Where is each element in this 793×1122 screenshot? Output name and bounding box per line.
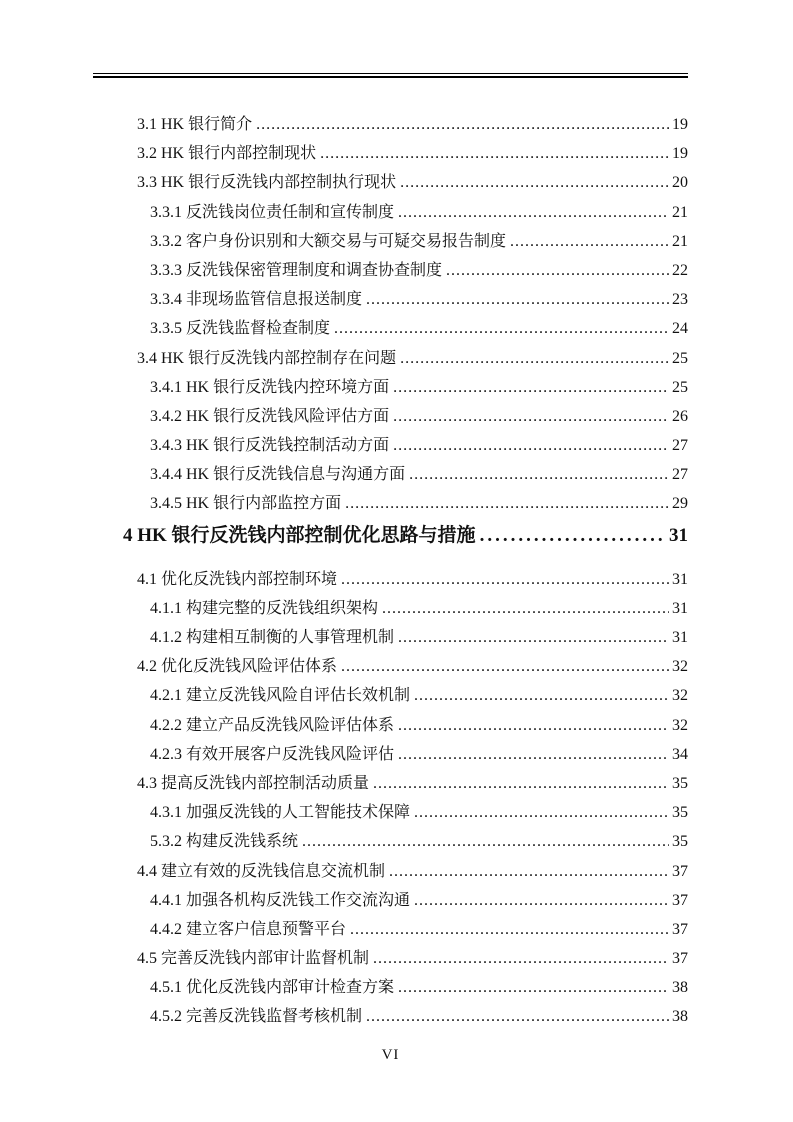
toc-entry-label: 4.1.1 构建完整的反洗钱组织架构 xyxy=(150,599,379,617)
toc-leader-dots xyxy=(373,944,669,973)
toc-leader-dots xyxy=(366,285,669,314)
toc-entry xyxy=(93,1002,688,1031)
toc-entry xyxy=(93,460,688,489)
toc-entry xyxy=(93,973,688,1002)
toc-entry-label: 4.4 建立有效的反洗钱信息交流机制 xyxy=(137,862,386,880)
toc-entry xyxy=(93,886,688,915)
toc-entry-page: 37 xyxy=(672,920,688,938)
toc-entry-page: 37 xyxy=(672,950,688,968)
toc-entry-page: 19 xyxy=(672,145,688,163)
toc-entry-label: 4.1.2 构建相互制衡的人事管理机制 xyxy=(150,629,395,646)
toc-entry-page: 26 xyxy=(672,407,688,425)
toc-entry-page: 22 xyxy=(672,261,688,279)
toc-entry-label: 3.4 HK 银行反洗钱内部控制存在问题 xyxy=(137,349,397,367)
toc-entry xyxy=(93,285,688,314)
toc-entry xyxy=(93,944,688,973)
toc-entry-page: 35 xyxy=(672,804,688,822)
toc-entry xyxy=(93,740,688,769)
toc-entry-page: 21 xyxy=(672,232,688,250)
toc-entry xyxy=(93,519,688,553)
toc-entry-label: 3.1 HK 银行简介 xyxy=(137,116,253,133)
toc-entry xyxy=(93,314,688,343)
toc-entry-page: 38 xyxy=(672,1008,688,1026)
toc-entry-label: 4.5.1 优化反洗钱内部审计检查方案 xyxy=(150,979,395,997)
toc-entry-page: 29 xyxy=(672,495,688,513)
toc-entry-page: 24 xyxy=(672,320,688,338)
toc-leader-dots xyxy=(414,798,669,827)
toc-entry-page: 19 xyxy=(672,116,688,133)
toc-entry xyxy=(93,344,688,373)
toc-entry-label: 4.2.3 有效开展客户反洗钱风险评估 xyxy=(150,745,395,763)
toc-leader-dots xyxy=(446,256,669,285)
toc-entry-label: 4.1 优化反洗钱内部控制环境 xyxy=(137,570,338,588)
toc-entry-page: 38 xyxy=(672,979,688,997)
toc-entry xyxy=(93,256,688,285)
toc-entry xyxy=(93,857,688,886)
toc-leader-dots xyxy=(414,681,669,710)
toc-entry xyxy=(93,652,688,681)
toc-entry-label: 3.3.2 客户身份识别和大额交易与可疑交易报告制度 xyxy=(150,232,507,250)
toc-entry xyxy=(93,565,688,594)
toc-leader-dots xyxy=(398,973,669,1002)
toc-entry-page: 20 xyxy=(672,174,688,192)
toc-leader-dots xyxy=(393,373,669,402)
toc-entry xyxy=(93,769,688,798)
footer-page-number: VI xyxy=(381,1046,400,1063)
toc-leader-dots xyxy=(393,431,669,460)
header-double-rule xyxy=(93,73,688,78)
toc-entry-label: 3.4.3 HK 银行反洗钱控制活动方面 xyxy=(150,437,390,455)
toc-entry-label: 4.5.2 完善反洗钱监督考核机制 xyxy=(150,1008,363,1026)
toc-entry xyxy=(93,198,688,227)
toc-entry-page: 32 xyxy=(672,658,688,676)
toc-entry-page: 27 xyxy=(672,466,688,484)
table-of-contents xyxy=(93,110,688,1032)
toc-leader-dots xyxy=(350,915,669,944)
toc-leader-dots xyxy=(409,460,669,489)
toc-entry-label: 4.2.1 建立反洗钱风险自评估长效机制 xyxy=(150,687,411,705)
toc-leader-dots xyxy=(398,711,669,740)
toc-entry xyxy=(93,227,688,256)
toc-entry xyxy=(93,139,688,168)
toc-entry xyxy=(93,402,688,431)
toc-entry-label: 3.4.5 HK 银行内部监控方面 xyxy=(150,495,342,513)
toc-entry-label: 3.3.4 非现场监管信息报送制度 xyxy=(150,291,363,309)
toc-leader-dots xyxy=(414,886,669,915)
toc-entry-label: 3.3.1 反洗钱岗位责任制和宣传制度 xyxy=(150,203,395,221)
toc-entry xyxy=(93,827,688,856)
toc-entry-page: 35 xyxy=(672,833,688,851)
toc-entry-label: 3.4.1 HK 银行反洗钱内控环境方面 xyxy=(150,378,390,396)
toc-entry-page: 23 xyxy=(672,291,688,309)
toc-leader-dots xyxy=(341,652,669,681)
toc-entry-page: 37 xyxy=(672,862,688,880)
toc-entry-label: 4.5 完善反洗钱内部审计监督机制 xyxy=(137,950,370,968)
toc-entry-page: 25 xyxy=(672,378,688,396)
toc-leader-dots xyxy=(400,168,669,197)
toc-entry-label: 4.2.2 建立产品反洗钱风险评估体系 xyxy=(150,716,395,734)
toc-entry-label: 4.3 提高反洗钱内部控制活动质量 xyxy=(137,774,370,792)
toc-entry-page: 37 xyxy=(672,891,688,909)
toc-leader-dots xyxy=(393,402,669,431)
toc-entry-page: 31 xyxy=(672,570,688,588)
toc-entry xyxy=(93,798,688,827)
toc-entry xyxy=(93,915,688,944)
toc-leader-dots xyxy=(398,623,669,652)
toc-entry xyxy=(93,681,688,710)
toc-entry-page: 34 xyxy=(672,745,688,763)
toc-leader-dots xyxy=(345,489,669,518)
toc-entry xyxy=(93,110,688,139)
toc-entry-page: 35 xyxy=(672,774,688,792)
toc-leader-dots xyxy=(366,1002,669,1031)
toc-entry xyxy=(93,489,688,518)
toc-leader-dots xyxy=(373,769,669,798)
toc-entry-label: 4.2 优化反洗钱风险评估体系 xyxy=(137,658,338,676)
toc-entry xyxy=(93,594,688,623)
toc-entry-label: 3.2 HK 银行内部控制现状 xyxy=(137,145,317,163)
toc-leader-dots xyxy=(400,344,669,373)
toc-entry-label: 4 HK 银行反洗钱内部控制优化思路与措施 xyxy=(123,524,476,546)
toc-leader-dots xyxy=(382,594,669,623)
toc-entry xyxy=(93,711,688,740)
toc-entry xyxy=(93,373,688,402)
toc-entry-label: 3.3.3 反洗钱保密管理制度和调查协查制度 xyxy=(150,261,443,279)
toc-leader-dots xyxy=(334,314,669,343)
toc-entry-label: 4.4.1 加强各机构反洗钱工作交流沟通 xyxy=(150,891,411,909)
toc-leader-dots xyxy=(398,740,669,769)
page-content xyxy=(93,73,688,1065)
toc-leader-dots xyxy=(320,139,669,168)
toc-leader-dots xyxy=(256,110,669,139)
toc-leader-dots xyxy=(480,519,666,553)
toc-entry-label: 3.3 HK 银行反洗钱内部控制执行现状 xyxy=(137,174,397,192)
toc-entry xyxy=(93,431,688,460)
toc-entry-label: 4.4.2 建立客户信息预警平台 xyxy=(150,920,347,938)
toc-entry-page: 32 xyxy=(672,716,688,734)
toc-entry-label: 5.3.2 构建反洗钱系统 xyxy=(150,833,299,851)
toc-entry-page: 31 xyxy=(669,524,688,546)
toc-entry-page: 32 xyxy=(672,687,688,705)
toc-entry-page: 27 xyxy=(672,437,688,455)
toc-entry xyxy=(93,168,688,197)
toc-leader-dots xyxy=(510,227,669,256)
toc-leader-dots xyxy=(302,827,669,856)
toc-entry-label: 3.3.5 反洗钱监督检查制度 xyxy=(150,320,331,338)
toc-entry xyxy=(93,623,688,652)
toc-leader-dots xyxy=(398,198,669,227)
toc-entry-page: 21 xyxy=(672,203,688,221)
toc-entry-page: 31 xyxy=(672,599,688,617)
toc-leader-dots xyxy=(389,857,669,886)
toc-entry-label: 3.4.2 HK 银行反洗钱风险评估方面 xyxy=(150,407,390,425)
toc-leader-dots xyxy=(341,565,669,594)
toc-entry-label: 4.3.1 加强反洗钱的人工智能技术保障 xyxy=(150,804,411,822)
toc-entry-label: 3.4.4 HK 银行反洗钱信息与沟通方面 xyxy=(150,466,406,484)
toc-entry-page: 31 xyxy=(672,629,688,646)
toc-entry-page: 25 xyxy=(672,349,688,367)
